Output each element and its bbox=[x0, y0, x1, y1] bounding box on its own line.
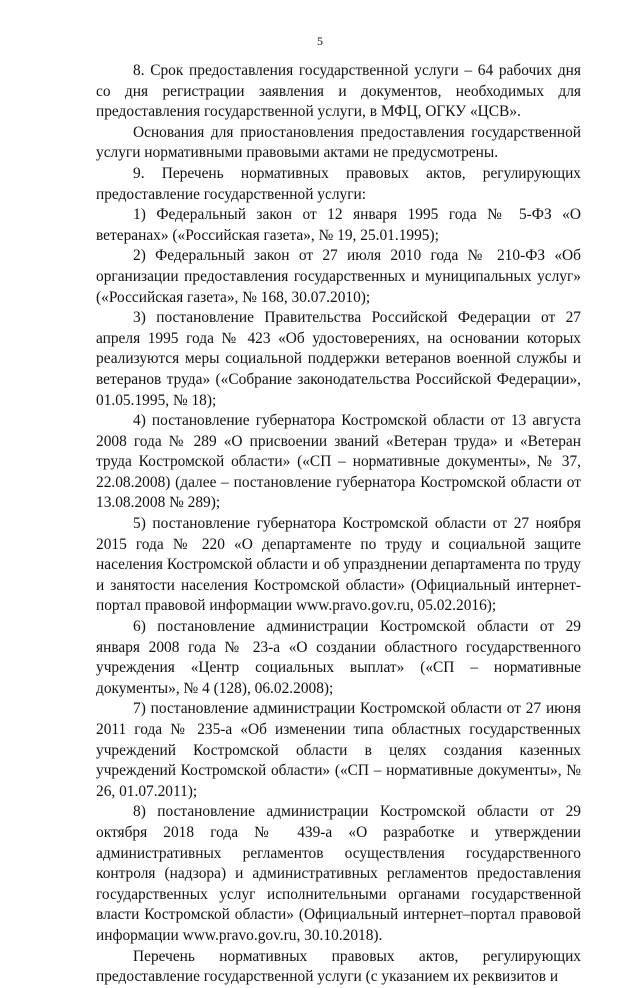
list-item-act-2: 2) Федеральный закон от 27 июля 2010 года № 210-ФЗ «Об организации предоставления государственных и муниципальных услуг» («Российская газета», № 168, 30.07.2010); bbox=[96, 247, 581, 306]
paragraph-service-term: 8. Срок предоставления государственной услуги – 64 рабочих дня со дня регистрации заявления и документов, необходимых для предоставления государственной услуги, в МФЦ, ОГКУ «ЦСВ». bbox=[96, 62, 581, 121]
list-item-act-3: 3) постановление Правительства Российской Федерации от 27 апреля 1995 года № 423 «Об удостоверениях, на основании которых реализуются меры социальной поддержки ветеранов военной службы и ветеранов труда» («Собрание законодательства Российской Федерации», 01.05.1995, № 18); bbox=[96, 309, 581, 409]
list-item-act-8: 8) постановление администрации Костромской области от 29 октября 2018 года № 439-а «О разработке и утверждении административных регламентов осуществления государственного контроля (надзора) и административных регламентов предоставления государственных услуг исполнительными органами государственной власти Костромской области» (Официальный интернет–портал правовой информации www.pravo.gov.ru, 30.10.2018). bbox=[96, 803, 581, 944]
paragraph-acts-list-heading: 9. Перечень нормативных правовых актов, регулирующих предоставление государственной услуги: bbox=[96, 164, 581, 203]
list-item-act-7: 7) постановление администрации Костромской области от 27 июня 2011 года № 235-а «Об изменении типа областных государственных учреждений Костромской области в целях создания казенных учреждений Костромской области» («СП – нормативные документы», № 26, 01.07.2011); bbox=[96, 700, 581, 800]
list-item-act-6: 6) постановление администрации Костромской области от 29 января 2008 года № 23-а «О создании областного государственного учреждения «Центр социальных выплат» («СП – нормативные документы», № 4 (128), 06.02.2008); bbox=[96, 618, 581, 697]
document-body bbox=[96, 61, 581, 988]
paragraph-acts-list-note: Перечень нормативных правовых актов, регулирующих предоставление государственной услуги (с указанием их реквизитов и bbox=[96, 947, 581, 986]
list-item-act-4: 4) постановление губернатора Костромской области от 13 августа 2008 года № 289 «О присвоении званий «Ветеран труда» и «Ветеран труда Костромской области» («СП – нормативные документы», № 37, 22.08.2008) (далее – постановление губернатора Костромской области от 13.08.2008 № 289); bbox=[96, 412, 581, 512]
page-number: 5 bbox=[317, 34, 323, 48]
paragraph-suspension-grounds: Основания для приостановления предоставления государственной услуги нормативными правовыми актами не предусмотрены. bbox=[96, 123, 581, 162]
list-item-act-1: 1) Федеральный закон от 12 января 1995 года № 5-ФЗ «О ветеранах» («Российская газета», № 19, 25.01.1995); bbox=[96, 206, 581, 244]
list-item-act-5: 5) постановление губернатора Костромской области от 27 ноября 2015 года № 220 «О департаменте по труду и социальной защите населения Костромской области и об упразднении департамента по труду и занятости населения Костромской области» (Официальный интернет-портал правовой информации www.pravo.gov.ru, 05.02.2016); bbox=[96, 515, 581, 615]
